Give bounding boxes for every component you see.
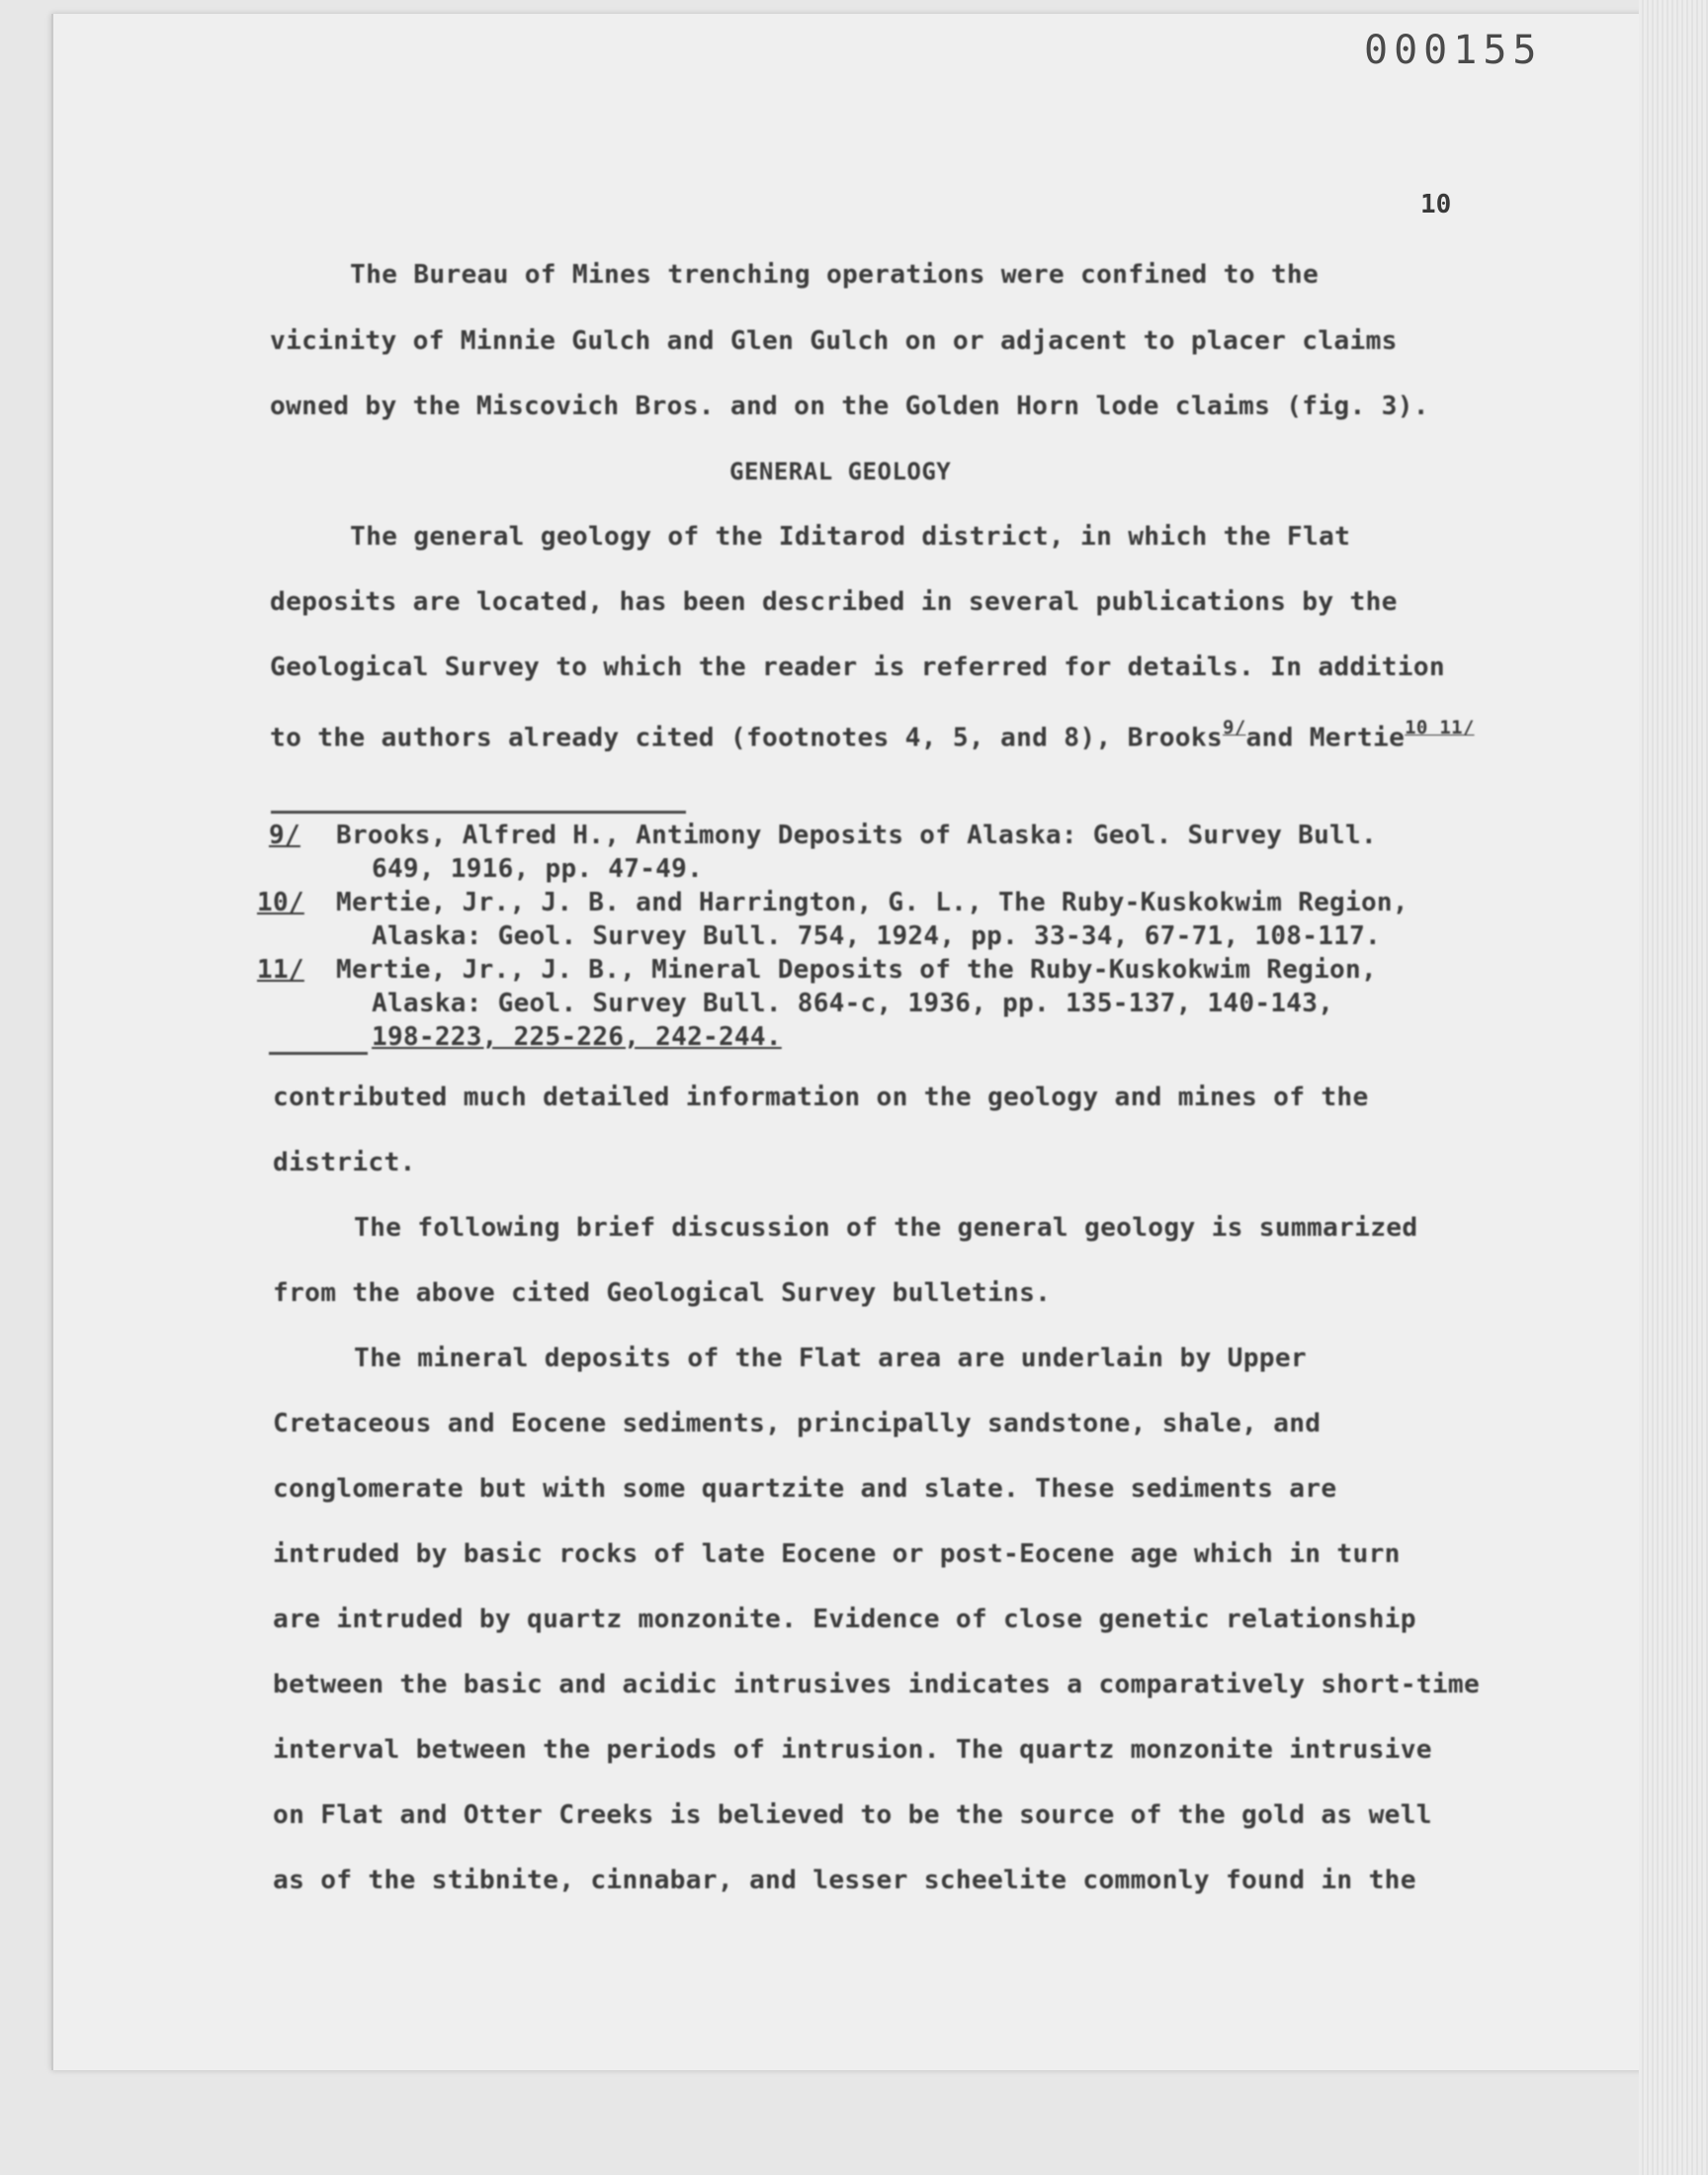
footnote-ref-9: 9/ [1222, 717, 1246, 739]
footnote-10-line-2: Alaska: Geol. Survey Bull. 754, 1924, pp. 33-34, 67-71, 108-117. [372, 921, 1382, 951]
footnote-marker-11: 11/ [257, 955, 304, 985]
footnote-ref-10-11: 10 11/ [1405, 717, 1475, 739]
paragraph-2-cont-line-2: district. [273, 1148, 416, 1177]
footnote-11-line-1: Mertie, Jr., J. B., Mineral Deposits of the Ruby-Kuskokwim Region, [336, 955, 1377, 985]
paragraph-1-line-1: The Bureau of Mines trenching operations were confined to the [350, 260, 1320, 290]
paragraph-4-line-4: intruded by basic rocks of late Eocene or post-Eocene age which in turn [273, 1539, 1401, 1569]
paragraph-1-line-2: vicinity of Minnie Gulch and Glen Gulch on or adjacent to placer claims [270, 326, 1398, 356]
paragraph-4-line-7: interval between the periods of intrusion. The quartz monzonite intrusive [273, 1735, 1432, 1765]
paragraph-4-line-1: The mineral deposits of the Flat area are underlain by Upper [354, 1344, 1307, 1373]
footnote-9-line-1: Brooks, Alfred H., Antimony Deposits of Alaska: Geol. Survey Bull. [336, 821, 1377, 850]
paragraph-4-line-5: are intruded by quartz monzonite. Evidence of close genetic relationship [273, 1605, 1416, 1634]
paragraph-2-line-4-text: to the authors already cited (footnotes 4, 5, and 8), Brooks [270, 723, 1223, 753]
page-number: 10 [1420, 190, 1452, 219]
footnote-marker-9: 9/ [269, 821, 300, 850]
footnote-marker-10: 10/ [257, 888, 304, 917]
scan-edge [1639, 0, 1708, 2175]
paragraph-2-line-3: Geological Survey to which the reader is referred for details. In addition [270, 652, 1445, 682]
document-number: 000155 [1364, 28, 1543, 73]
footnote-9-line-2: 649, 1916, pp. 47-49. [372, 854, 704, 884]
paragraph-4-line-8: on Flat and Otter Creeks is believed to be the source of the gold as well [273, 1800, 1432, 1830]
paragraph-4-line-2: Cretaceous and Eocene sediments, principally sandstone, shale, and [273, 1409, 1322, 1438]
footnote-11-line-2: Alaska: Geol. Survey Bull. 864-c, 1936, pp. 135-137, 140-143, [372, 989, 1334, 1018]
footnote-end-rule [269, 1052, 368, 1055]
footnote-separator [271, 811, 686, 814]
paragraph-3-line-2: from the above cited Geological Survey bulletins. [273, 1278, 1052, 1308]
section-heading: GENERAL GEOLOGY [729, 458, 952, 485]
paragraph-3-line-1: The following brief discussion of the general geology is summarized [354, 1213, 1418, 1243]
paragraph-2-line-1: The general geology of the Iditarod district, in which the Flat [350, 522, 1351, 552]
paragraph-2-line-4-mid: and Mertie [1245, 723, 1406, 753]
paragraph-4-line-6: between the basic and acidic intrusives indicates a comparatively short-time [273, 1670, 1481, 1699]
paragraph-1-line-3: owned by the Miscovich Bros. and on the Golden Horn lode claims (fig. 3). [270, 392, 1429, 421]
footnote-10-line-1: Mertie, Jr., J. B. and Harrington, G. L., The Ruby-Kuskokwim Region, [336, 888, 1409, 917]
paragraph-4-line-9: as of the stibnite, cinnabar, and lesser scheelite commonly found in the [273, 1866, 1416, 1895]
paragraph-4-line-3: conglomerate but with some quartzite and slate. These sediments are [273, 1474, 1337, 1504]
footnote-11-line-3: 198-223, 225-226, 242-244. [372, 1022, 782, 1052]
paragraph-2-line-4 [270, 717, 1475, 753]
paragraph-2-cont-line-1: contributed much detailed information on the geology and mines of the [273, 1083, 1369, 1112]
paragraph-2-line-2: deposits are located, has been described in several publications by the [270, 587, 1398, 617]
